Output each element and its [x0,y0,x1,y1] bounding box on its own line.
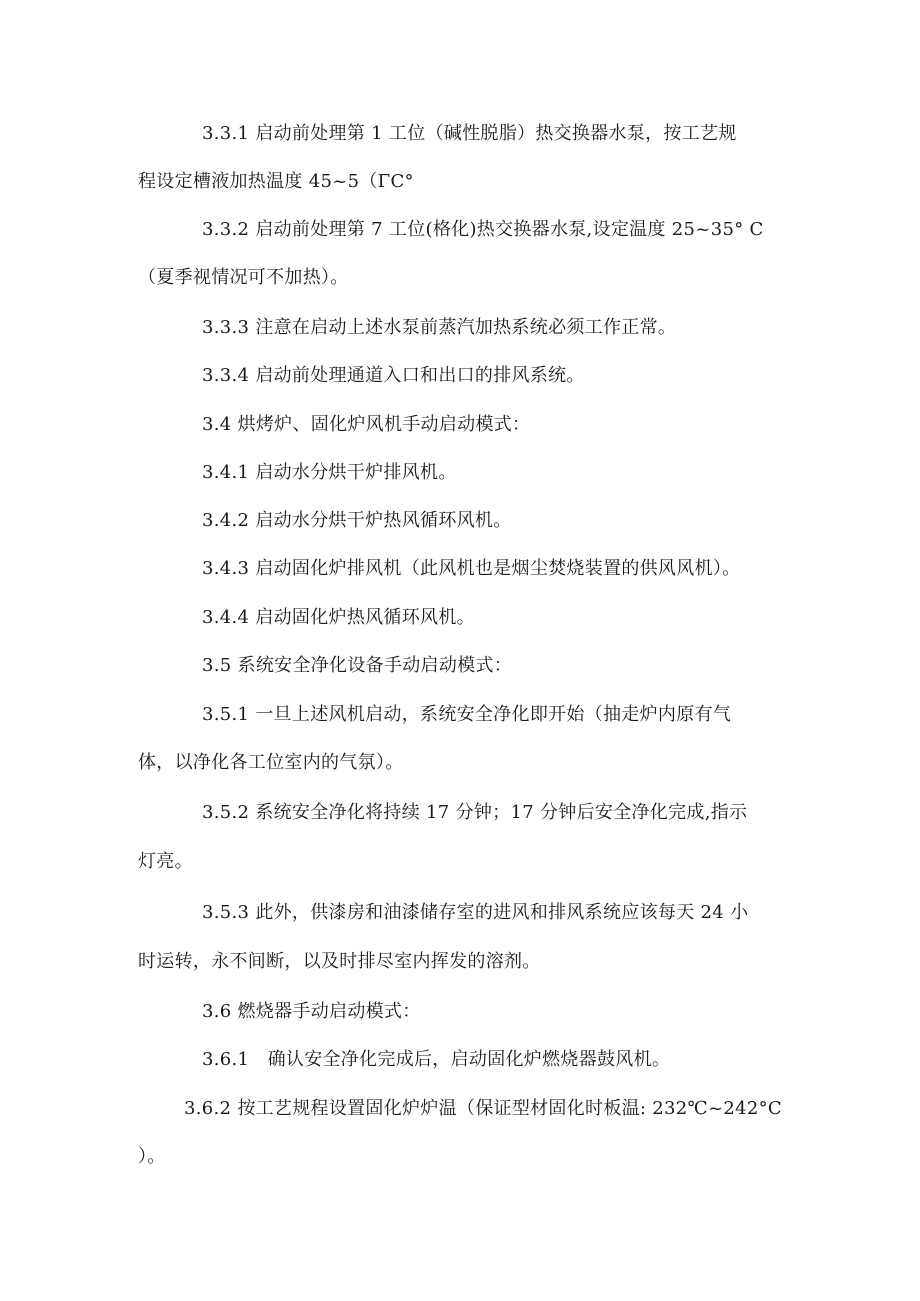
paragraph-3-6: 3.6 燃烧器手动启动模式： [202,1001,421,1022]
paragraph-3-5-2-line-1: 3.5.2 系统安全净化将持续 17 分钟；17 分钟后安全净化完成,指示 [202,802,748,823]
paragraph-3-5-3-line-1: 3.5.3 此外，供漆房和油漆储存室的进风和排风系统应该每天 24 小 [202,902,749,923]
paragraph-3-3-2-line-2: （夏季视情况可不加热）。 [138,267,349,288]
paragraph-3-5-1-line-1: 3.5.1 一旦上述风机启动，系统安全净化即开始（抽走炉内原有气 [202,704,732,725]
paragraph-3-4-3: 3.4.3 启动固化炉排风机（此风机也是烟尘焚烧装置的供风风机）。 [202,558,741,579]
paragraph-3-6-2-line-2: ）。 [138,1146,166,1167]
paragraph-3-4-1: 3.4.1 启动水分烘干炉排风机。 [202,462,457,483]
paragraph-3-3-1-line-1: 3.3.1 启动前处理第 1 工位（碱性脱脂）热交换器水泵，按工艺规 [202,123,737,144]
paragraph-3-5-2-line-2: 灯亮。 [138,851,193,872]
paragraph-3-3-2-line-1: 3.3.2 启动前处理第 7 工位(格化)热交换器水泵,设定温度 25~35° C [202,219,764,240]
paragraph-3-5-3-line-2: 时运转，永不间断，以及时排尽室内挥发的溶剂。 [138,951,541,972]
paragraph-3-4: 3.4 烘烤炉、固化炉风机手动启动模式： [202,414,531,435]
paragraph-3-4-4: 3.4.4 启动固化炉热风循环风机。 [202,607,475,628]
paragraph-3-4-2: 3.4.2 启动水分烘干炉热风循环风机。 [202,510,512,531]
paragraph-3-5-1-line-2: 体，以净化各工位室内的气氛）。 [138,752,404,773]
paragraph-3-3-1-line-2: 程设定槽液加热温度 45~5（ΓC° [138,171,414,192]
paragraph-3-3-3: 3.3.3 注意在启动上述水泵前蒸汽加热系统必须工作正常。 [202,317,677,338]
paragraph-3-6-1: 3.6.1 确认安全净化完成后，启动固化炉燃烧器鼓风机。 [202,1049,671,1070]
paragraph-3-3-4: 3.3.4 启动前处理通道入口和出口的排风系统。 [202,365,585,386]
paragraph-3-5: 3.5 系统安全净化设备手动启动模式： [202,655,513,676]
paragraph-3-6-2-line-1: 3.6.2 按工艺规程设置固化炉炉温（保证型材固化时板温: 232℃~242°C [184,1098,783,1119]
